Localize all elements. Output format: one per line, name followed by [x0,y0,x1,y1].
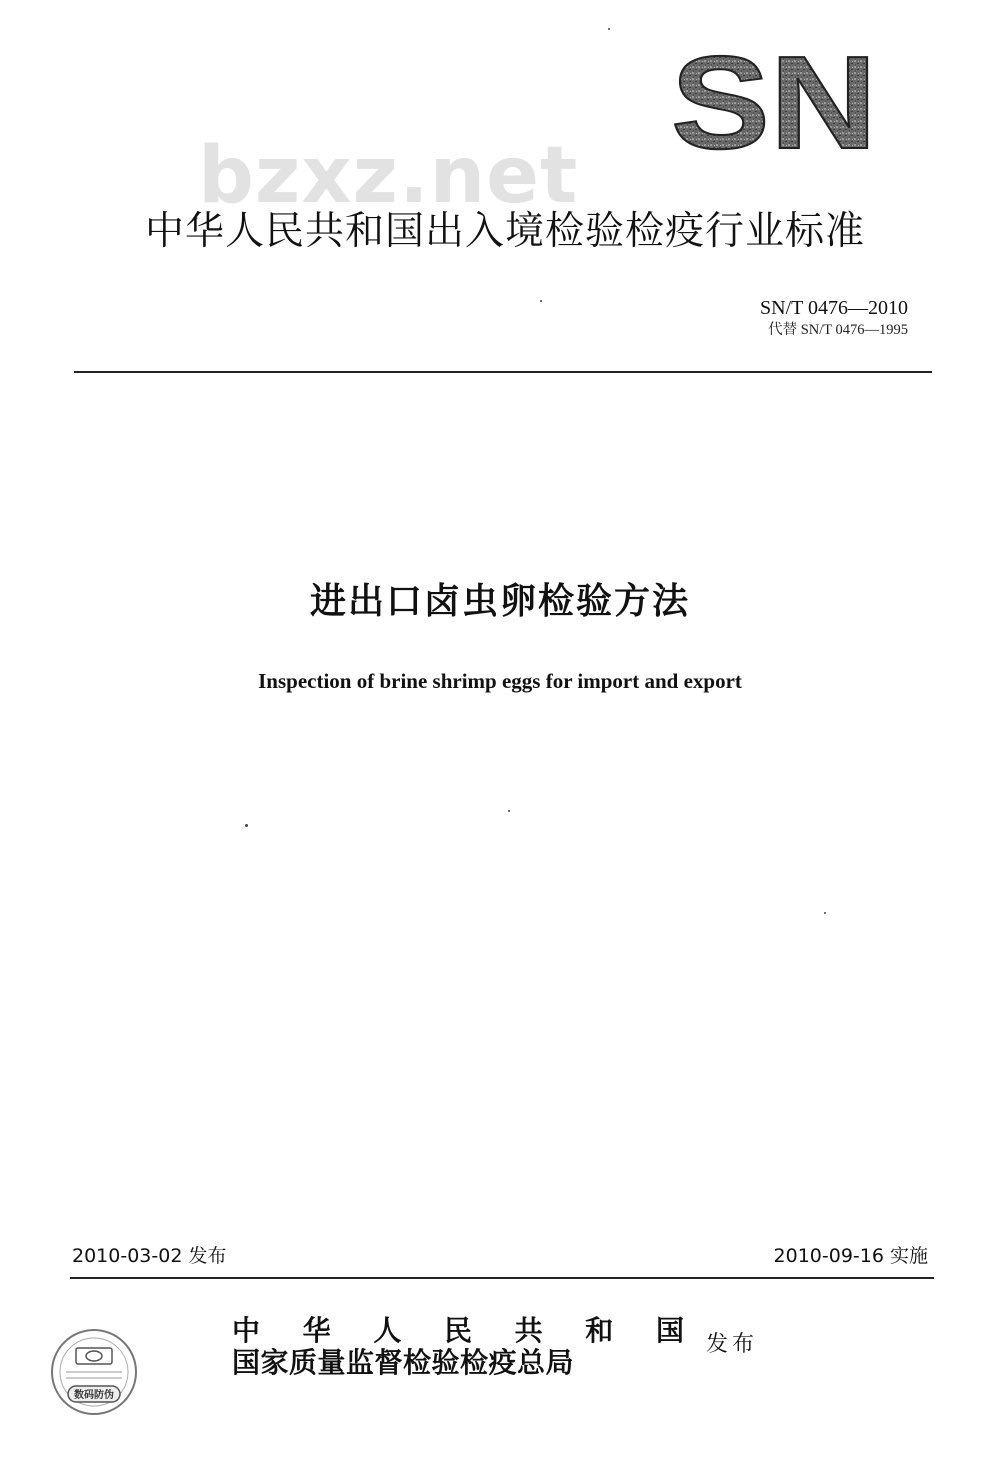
watermark: bzxz.net [198,131,579,221]
issue-date: 2010-03-02 发布 [72,1245,227,1267]
scan-speck [245,824,248,827]
header-divider [74,371,932,373]
industry-title: 中华人民共和国出入境检验检疫行业标准 [144,209,865,254]
issuer-char: 中 [232,1314,261,1347]
issuer-char: 国 [655,1314,684,1347]
anti-counterfeit-stamp-icon [48,1326,140,1418]
issuer-country [232,1314,684,1348]
replaces-standard: 代替 SN/T 0476—1995 [768,322,908,338]
standard-number: SN/T 0476—2010 [760,297,908,319]
scan-speck [608,28,610,30]
sn-logo [668,48,880,154]
scan-speck [508,810,510,812]
issuer-char: 和 [585,1314,614,1347]
scan-speck [824,912,826,914]
issuer-char: 民 [443,1314,472,1347]
issue-verb: 发布 [706,1332,759,1357]
issuer-char: 共 [514,1314,543,1347]
document-title-en: Inspection of brine shrimp eggs for import and export [258,669,742,693]
issuer-char: 华 [302,1314,331,1347]
implementation-date: 2010-09-16 实施 [773,1245,928,1267]
stamp-text: 数码防伪 [74,1390,114,1401]
document-title-cn: 进出口卤虫卵检验方法 [309,581,690,622]
footer-divider [70,1277,934,1279]
issuer-char: 人 [373,1314,402,1347]
scan-speck [540,300,542,302]
issuer-agency: 国家质量监督检验检疫总局 [232,1346,575,1379]
sn-logo-text: SN [671,48,877,154]
